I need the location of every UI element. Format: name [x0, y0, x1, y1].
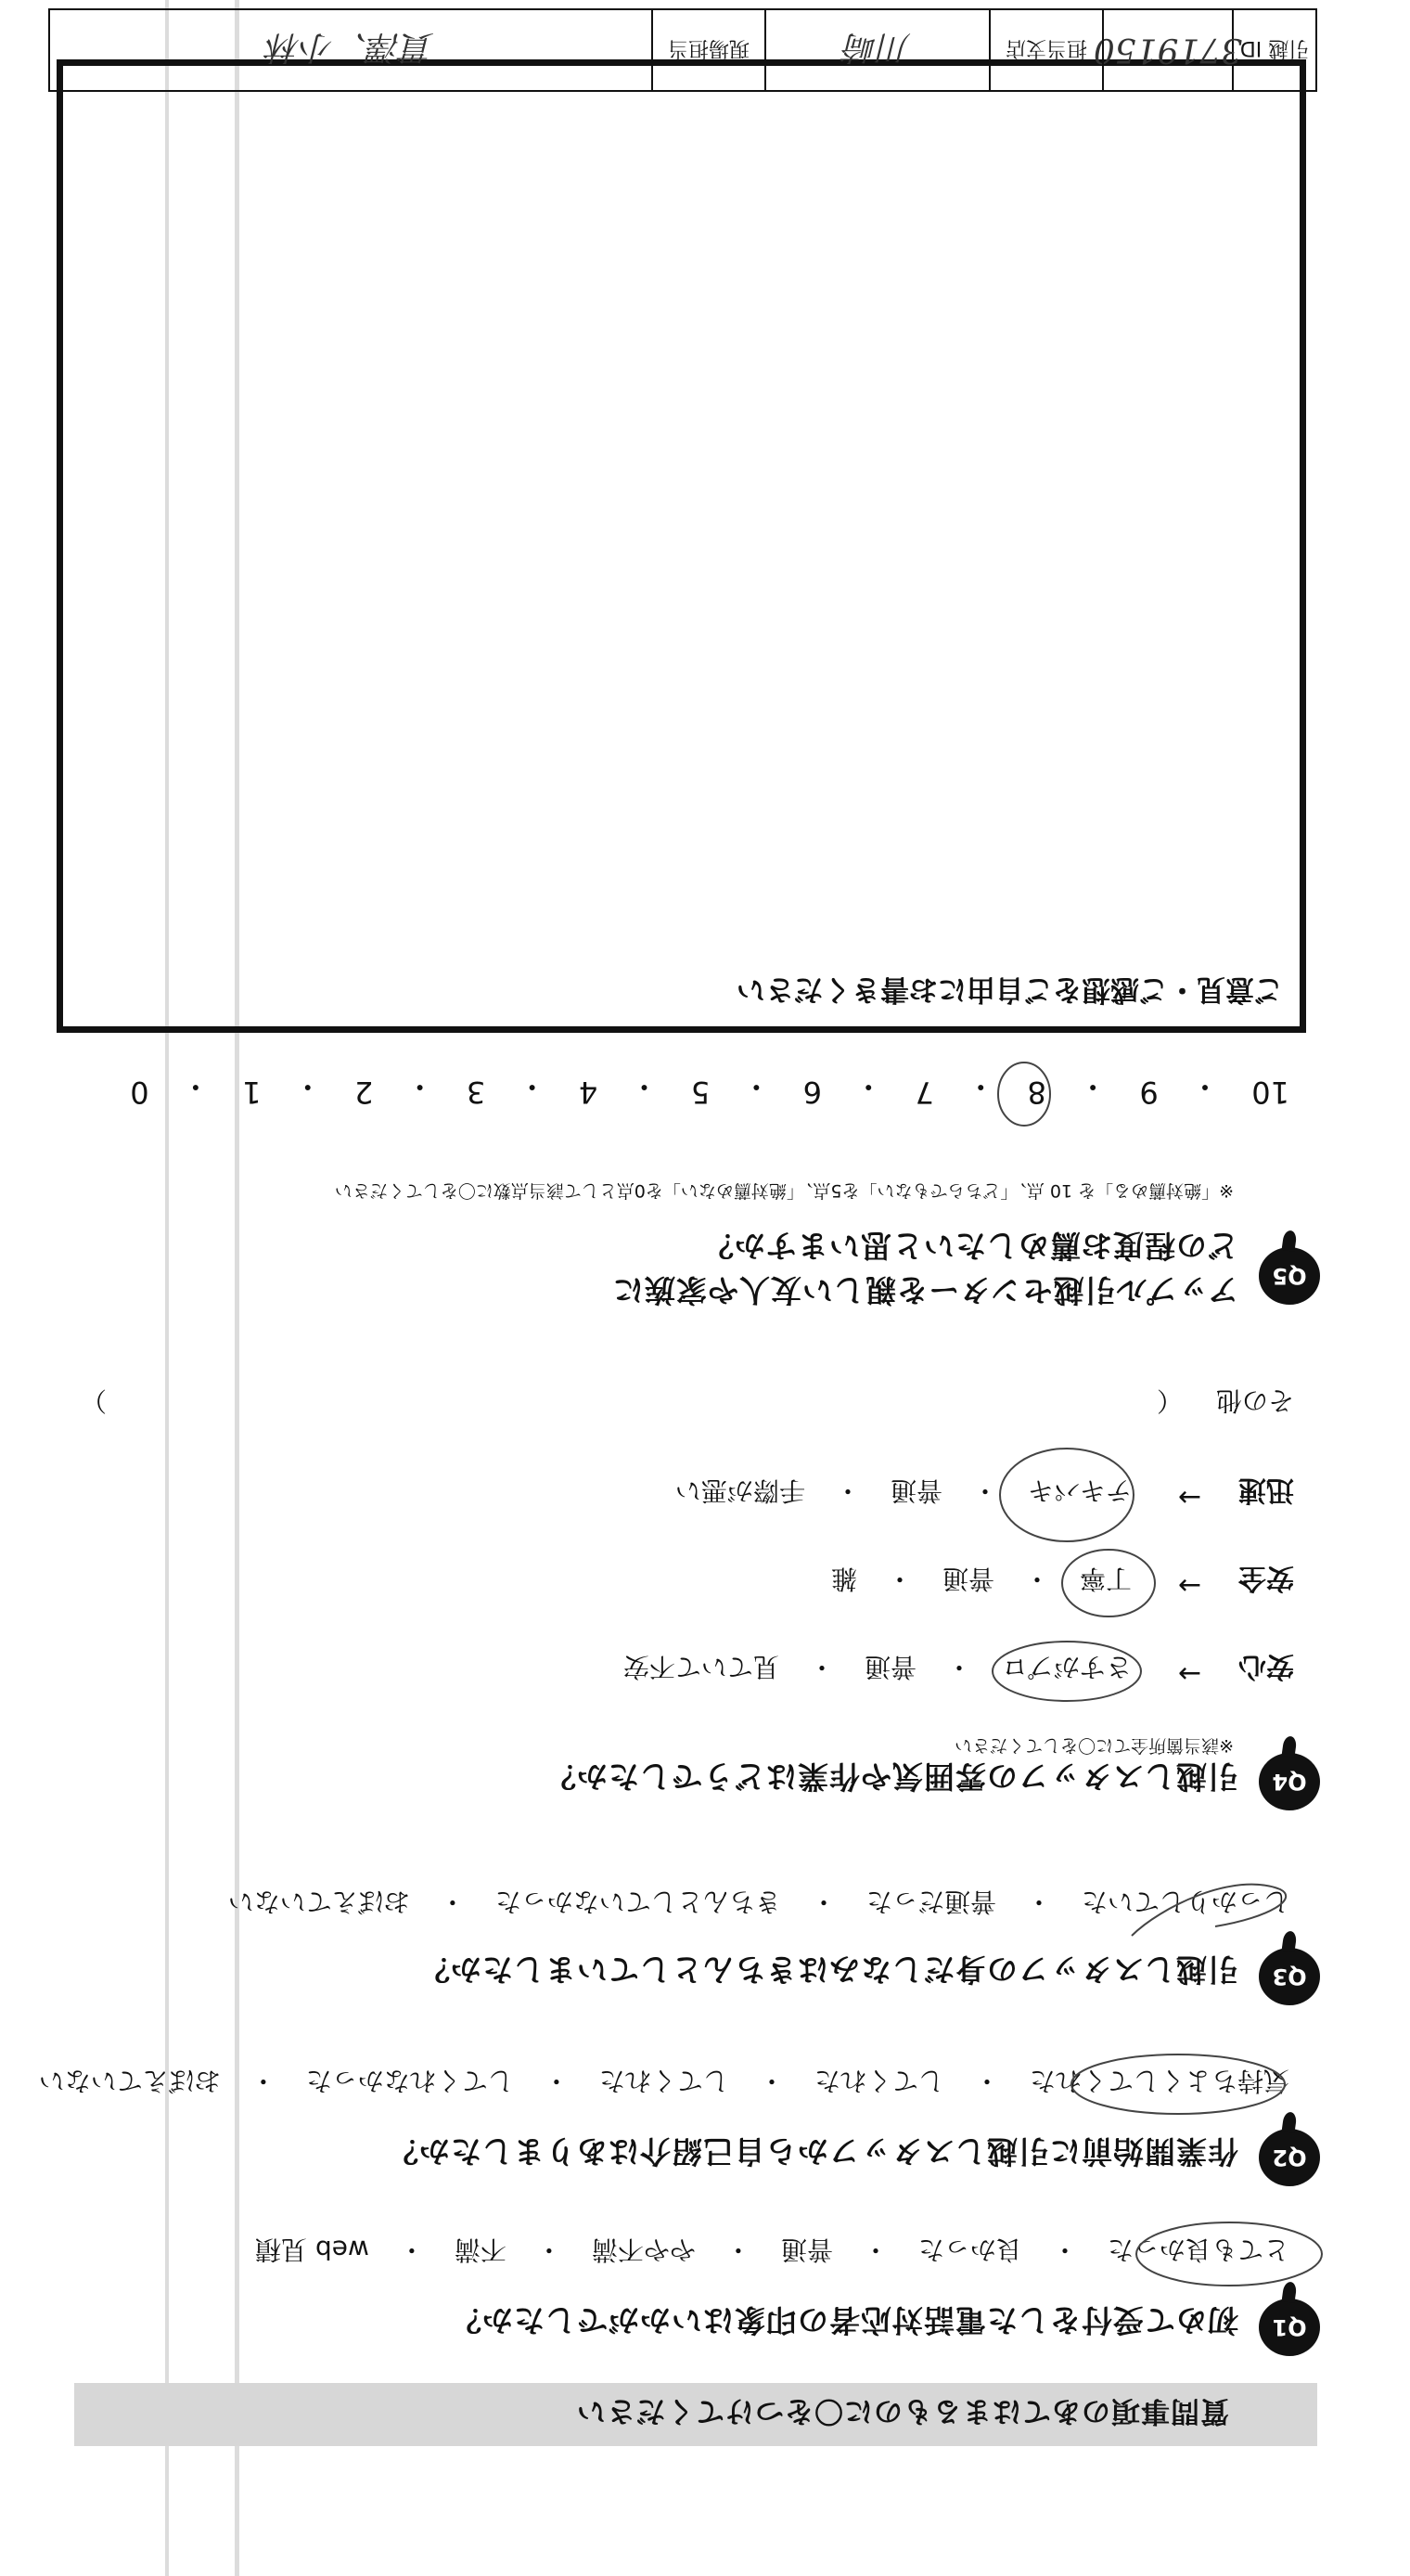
q5-score-circle	[998, 1063, 1050, 1126]
q4-option[interactable]: 見ていて不安	[622, 1652, 779, 1682]
score-10[interactable]: 10	[1251, 1075, 1289, 1110]
score-separator: ・	[404, 1069, 435, 1104]
score-separator: ・	[853, 1069, 884, 1104]
branch-value: 川崎	[766, 10, 991, 90]
q4-row-options: 丁寧 ・ 普通 ・ 雑	[831, 1562, 1132, 1599]
q4-option[interactable]: 雑	[830, 1564, 857, 1594]
arrow-right-icon: →	[1177, 1657, 1201, 1690]
q3-option[interactable]: おぼえていない	[227, 1887, 410, 1917]
instruction-text: 質問事項のあてはまるものに〇をつけてください	[576, 2394, 1229, 2428]
score-7[interactable]: 7	[915, 1075, 934, 1110]
q2-option[interactable]: おぼえていない	[38, 2066, 221, 2096]
score-1[interactable]: 1	[242, 1075, 262, 1110]
q4-option[interactable]: 手際が悪い	[674, 1475, 805, 1506]
q4-safety-circle	[993, 1642, 1141, 1701]
id-label: 引越 ID	[1239, 36, 1310, 60]
q2-option[interactable]: してくれた	[598, 2066, 729, 2096]
q1-badge: Q1	[1259, 2299, 1320, 2356]
q4-other-open: （	[1156, 1385, 1183, 1416]
q2-badge: Q2	[1259, 2129, 1320, 2186]
score-separator: ・	[1078, 1069, 1109, 1104]
arrow-right-icon: →	[1177, 1481, 1201, 1513]
q4-option[interactable]: さすがプロ	[1001, 1652, 1132, 1682]
q2-options: 気持ちよくしてくれた ・ してくれた ・ してくれた ・ してくれなかった ・ おぼえていない	[39, 2064, 1289, 2101]
q3-option[interactable]: しっかりしていた	[1081, 1887, 1289, 1917]
arrow-right-icon: →	[1177, 1569, 1201, 1602]
q3-options: しっかりしていた ・ 普通だった ・ きちんとしていなかった ・ おぼえていない	[228, 1885, 1289, 1922]
q2-selection-circle	[1071, 2054, 1285, 2114]
q1-selection-circle	[1136, 2222, 1322, 2286]
q4-row-label: 迅速	[1238, 1474, 1294, 1506]
q1-option[interactable]: やや不満	[591, 2235, 696, 2265]
score-2[interactable]: 2	[354, 1075, 374, 1110]
q4-question: 引越しスタッフの雰囲気や作業はどうでしたか？	[545, 1758, 1238, 1795]
score-separator: ・	[966, 1069, 996, 1104]
score-separator: ・	[180, 1069, 211, 1104]
staff-label: 現場担当	[653, 10, 766, 90]
q4-other-label: その他	[1215, 1385, 1294, 1416]
q1-option[interactable]: web 見積	[255, 2235, 369, 2265]
q4-option[interactable]: 普通	[942, 1564, 994, 1594]
q1-option[interactable]: 良かった	[917, 2235, 1022, 2265]
score-5[interactable]: 5	[690, 1075, 711, 1110]
q1-options: とても良かった ・ 良かった ・ 普通 ・ やや不満 ・ 不満 ・ web 見積	[255, 2233, 1289, 2270]
q3-option[interactable]: 普通だった	[865, 1887, 996, 1917]
score-separator: ・	[292, 1069, 323, 1104]
q3-badge: Q3	[1259, 1948, 1320, 2005]
score-0[interactable]: 0	[130, 1075, 149, 1110]
q4-option[interactable]: 丁寧	[1079, 1564, 1132, 1594]
q4-option[interactable]: 普通	[864, 1652, 916, 1682]
score-6[interactable]: 6	[802, 1075, 823, 1110]
q2-question: 作業開始前に引越しスタッフから自己紹介はありましたか？	[387, 2133, 1238, 2170]
q3-question: 引越しスタッフの身だしなみはきちんとしていましたか？	[418, 1951, 1238, 1988]
q4-note: ※該当箇所全てに〇をしてください	[955, 1735, 1234, 1756]
q3-selection-stroke	[1132, 1885, 1286, 1936]
q4-row-options: テキパキ ・ 普通 ・ 手際が悪い	[675, 1474, 1132, 1511]
q1-option[interactable]: 普通	[780, 2235, 833, 2265]
q4-care-circle	[1062, 1550, 1155, 1616]
q4-row-label: 安全	[1238, 1562, 1294, 1594]
q5-note: ※「絶対薦める」を 10 点、「どちらでもない」を5点、「絶対薦めない」を0点として該当点数に〇をしてください	[334, 1180, 1234, 1201]
branch-label: 担当支店	[991, 10, 1104, 90]
q5-question-line1: アップル引越センターを親しい友人や家族に	[611, 1272, 1238, 1308]
score-separator: ・	[517, 1069, 547, 1104]
q4-option[interactable]: 普通	[890, 1475, 942, 1506]
q1-option[interactable]: 不満	[454, 2235, 506, 2265]
q1-question: 初めて受付をした電話対応者の印象はいかがでしたか？	[450, 2302, 1238, 2338]
q2-option[interactable]: してくれなかった	[305, 2066, 514, 2096]
q4-other-close: ）	[80, 1385, 107, 1416]
q4-option[interactable]: テキパキ	[1027, 1475, 1132, 1506]
q4-row-label: 安心	[1238, 1650, 1294, 1682]
score-8[interactable]: 8	[1027, 1075, 1046, 1110]
comment-title: ご意見・ご感想をご自由にお書きください	[737, 972, 1283, 1006]
q2-option[interactable]: してくれた	[814, 2066, 944, 2096]
q5-question-line2: どの程度お薦めしたいと思いますか？	[702, 1228, 1238, 1264]
q4-badge: Q4	[1259, 1753, 1320, 1810]
score-separator: ・	[629, 1069, 660, 1104]
id-value: 3719150	[1104, 10, 1234, 90]
q4-speed-circle	[1000, 1449, 1134, 1541]
score-3[interactable]: 3	[466, 1075, 486, 1110]
score-9[interactable]: 9	[1139, 1075, 1159, 1110]
score-separator: ・	[1190, 1069, 1221, 1104]
score-separator: ・	[741, 1069, 772, 1104]
staff-value: 貫澤、小林	[50, 10, 653, 90]
q3-option[interactable]: きちんとしていなかった	[494, 1887, 781, 1917]
q2-option[interactable]: 気持ちよくしてくれた	[1029, 2066, 1289, 2096]
score-4[interactable]: 4	[578, 1075, 598, 1110]
q1-option[interactable]: とても良かった	[1107, 2235, 1289, 2265]
q4-row-options: さすがプロ ・ 普通 ・ 見ていて不安	[623, 1650, 1132, 1687]
q5-badge: Q5	[1259, 1247, 1320, 1305]
